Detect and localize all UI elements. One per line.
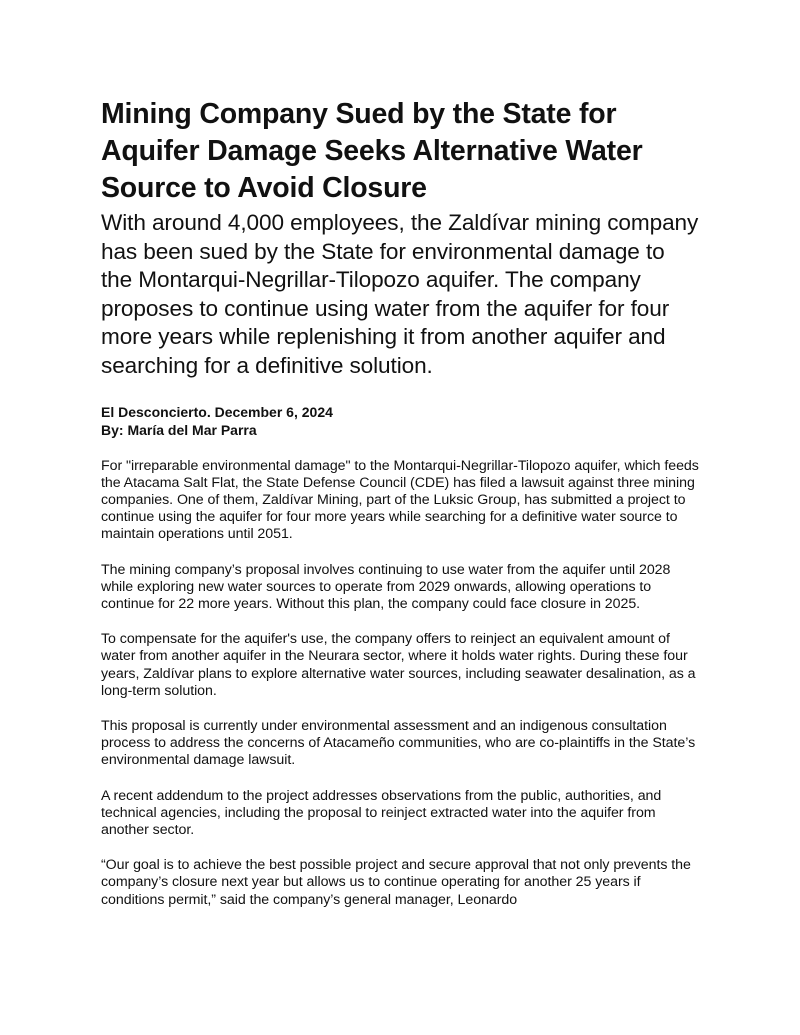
- author: By: María del Mar Parra: [101, 421, 257, 438]
- byline: [101, 403, 701, 439]
- body-paragraph: A recent addendum to the project addresses observations from the public, authorities, and technical agencies, including the proposal to reinject extracted water into the aquifer from another sector.: [101, 787, 662, 839]
- article-body: [101, 458, 701, 909]
- body-paragraph: The mining company’s proposal involves continuing to use water from the aquifer until 2028 while exploring new water sources to operate from 2029 onwards, allowing operations to continue for 22 more years. Without this plan, the company could face closure in 2025.: [101, 561, 671, 612]
- source-date: El Desconcierto. December 6, 2024: [101, 403, 333, 420]
- article-subheadline: With around 4,000 employees, the Zaldívar mining company has been sued by the State for environmental damage to the Montarqui-Negrillar-Tilopozo aquifer. The company proposes to continue using water from the aquifer for four more years while replenishing it from another aquifer and searching for a definitive solution.: [101, 210, 699, 378]
- body-paragraph: For "irreparable environmental damage" to the Montarqui-Negrillar-Tilopozo aquifer, which feeds the Atacama Salt Flat, the State Defense Council (CDE) has filed a lawsuit against three mining companies. One of them, Zaldívar Mining, part of the Luksic Group, has submitted a project to continue using the aquifer for four more years while searching for a definitive water source to maintain operations until 2051.: [101, 457, 699, 543]
- body-paragraph: “Our goal is to achieve the best possible project and secure approval that not only prevents the company’s closure next year but allows us to continue operating for another 25 years if conditions permit,” said the company’s general manager, Leonardo: [101, 857, 691, 908]
- body-paragraph: This proposal is currently under environmental assessment and an indigenous consultation process to address the concerns of Atacameño communities, who are co-plaintiffs in the State’s environmental damage lawsuit.: [101, 718, 696, 769]
- article-headline: Mining Company Sued by the State for Aquifer Damage Seeks Alternative Water Source to Avoid Closure: [101, 98, 643, 204]
- body-paragraph: To compensate for the aquifer's use, the company offers to reinject an equivalent amount of water from another aquifer in the Neurara sector, where it holds water rights. During these four years, Zaldívar plans to explore alternative water sources, including seawater desalination, as a long-term solution.: [101, 631, 696, 699]
- article: [101, 96, 701, 927]
